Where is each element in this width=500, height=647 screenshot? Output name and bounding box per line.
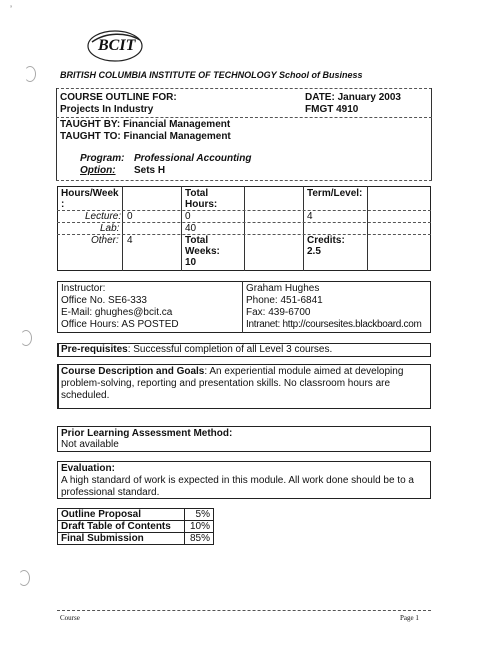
total-hours-label-2: Hours: xyxy=(185,199,218,210)
pla-label: Prior Learning Assessment Method: xyxy=(61,428,233,439)
punch-hole-middle xyxy=(20,330,32,346)
instructor-label: Instructor: xyxy=(61,283,106,294)
course-outline-label: COURSE OUTLINE FOR: xyxy=(60,92,177,103)
instructor-email: E-Mail: ghughes@bcit.ca xyxy=(61,307,173,318)
total-weeks-label-1: Total xyxy=(185,235,209,246)
option-value: Sets H xyxy=(134,165,166,176)
evaluation-label: Evaluation: xyxy=(61,463,115,474)
hours-col-4 xyxy=(303,186,304,271)
taught-by: TAUGHT BY: Financial Management xyxy=(60,119,231,130)
description-text xyxy=(61,366,427,402)
intranet-url: Intranet: http://coursesites.blackboard.com xyxy=(246,319,422,330)
lab-label: Lab: xyxy=(100,223,120,234)
punch-hole-top xyxy=(24,66,36,82)
total-weeks-label-2: Weeks: xyxy=(185,246,220,257)
hours-week-colon: : xyxy=(61,199,65,210)
office-number: Office No. SE6-333 xyxy=(61,295,147,306)
instructor-name: Graham Hughes xyxy=(246,283,320,294)
grade-table xyxy=(57,508,214,545)
program-value: Professional Accounting xyxy=(134,153,252,164)
description-content: : An experiential module aimed at developing problem-solving, reporting and presentation skills. No classroom hours are scheduled. xyxy=(61,366,404,401)
bcit-logo xyxy=(86,28,144,64)
hours-col-3 xyxy=(244,186,245,271)
course-code: FMGT 4910 xyxy=(305,104,359,115)
total-weeks-value: 10 xyxy=(185,257,197,268)
term-level-value: 4 xyxy=(307,211,313,222)
grade-weight: 85% xyxy=(184,533,213,545)
outline-left-border xyxy=(56,88,57,180)
description-label: Course Description and Goals xyxy=(61,366,205,377)
outline-top-rule xyxy=(56,88,432,89)
grade-weight: 10% xyxy=(184,521,213,533)
course-date: DATE: January 2003 xyxy=(305,92,401,103)
table-row xyxy=(58,509,214,521)
instructor-fax: Fax: 439-6700 xyxy=(246,307,311,318)
hours-col-1 xyxy=(122,186,123,271)
term-level-label: Term/Level: xyxy=(307,188,363,199)
logo-text: BCIT xyxy=(98,37,136,54)
instructor-phone: Phone: 451-6841 xyxy=(246,295,323,306)
total-hours-value-1: 0 xyxy=(185,211,191,222)
corner-mark: ’ xyxy=(10,4,12,14)
option-label: Option: xyxy=(80,165,116,176)
course-name: Projects In Industry xyxy=(60,104,154,115)
pla-text: Not available xyxy=(61,439,119,450)
table-row xyxy=(58,533,214,545)
credits-value: 2.5 xyxy=(307,246,321,257)
total-hours-value-2: 40 xyxy=(185,223,197,234)
office-hours: Office Hours: AS POSTED xyxy=(61,319,179,330)
institute-name: BRITISH COLUMBIA INSTITUTE OF TECHNOLOGY School of Business xyxy=(60,70,363,80)
other-label: Other: xyxy=(91,235,119,246)
grade-weight: 5% xyxy=(184,509,213,521)
grade-item: Final Submission xyxy=(58,533,185,545)
other-value: 4 xyxy=(127,235,133,246)
lecture-label: Lecture: xyxy=(85,211,122,222)
prereq-label: Pre-requisites xyxy=(61,344,128,355)
grade-item: Outline Proposal xyxy=(58,509,185,521)
footer-page-number: Page 1 xyxy=(400,614,419,622)
total-hours-label-1: Total xyxy=(185,188,209,199)
hours-week-label: Hours/Week xyxy=(61,188,119,199)
prereq-text xyxy=(61,344,332,355)
lecture-value: 0 xyxy=(127,211,133,222)
prereq-content: : Successful completion of all Level 3 courses. xyxy=(127,344,333,355)
outline-divider xyxy=(56,117,432,118)
hours-col-5 xyxy=(367,186,368,271)
hours-col-2 xyxy=(181,186,182,271)
grade-item: Draft Table of Contents xyxy=(58,521,185,533)
instructor-divider xyxy=(242,281,243,333)
taught-to: TAUGHT TO: Financial Management xyxy=(60,131,231,142)
credits-label: Credits: xyxy=(307,235,345,246)
footer-rule xyxy=(57,610,431,611)
punch-hole-bottom xyxy=(18,570,30,586)
outline-right-border xyxy=(431,88,432,180)
evaluation-text: A high standard of work is expected in this module. All work done should be to a professional standard. xyxy=(61,475,414,498)
program-label: Program: xyxy=(80,153,125,164)
footer-left: Course xyxy=(60,614,80,622)
table-row xyxy=(58,521,214,533)
outline-bottom-rule xyxy=(56,180,432,181)
